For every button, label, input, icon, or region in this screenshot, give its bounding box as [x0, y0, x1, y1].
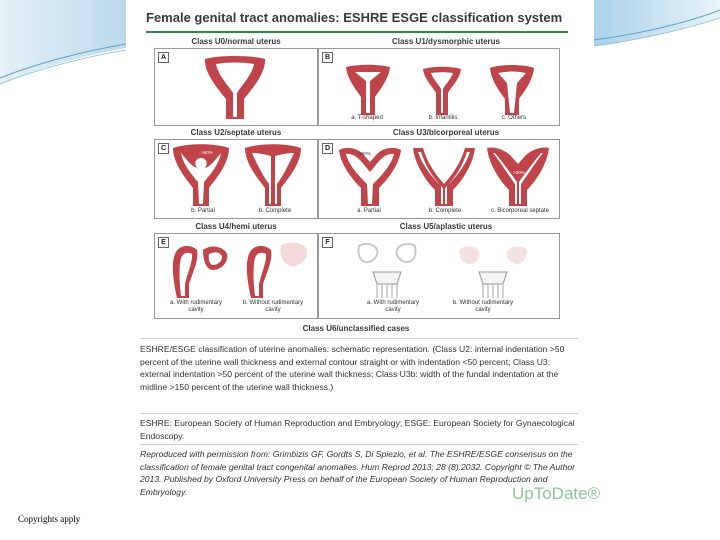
class-u2-heading: Class U2/septate uterus [190, 128, 282, 137]
u3-sub-c: c. Bicorporeal septate [490, 208, 550, 214]
u2-sub-b: b. Complete [258, 208, 292, 214]
u5-sub-b-line2: cavity [475, 307, 491, 313]
panel-d [318, 139, 560, 219]
bicorporeal-septate-uterus-illustration [485, 144, 551, 206]
u4-sub-a-line1: a. With rudimentary [169, 300, 223, 306]
u4-sub-a [161, 300, 231, 314]
reproduction-suffix: Copyright © The Author 2013. Published by Oxford University Press on behalf of the European Society of Human Reproduction and Embryology. [140, 461, 575, 497]
u5-sub-b-line1: b. Without rudimentary [452, 300, 514, 306]
other-dysmorphic-uterus-illustration [487, 63, 537, 115]
panel-e [154, 233, 318, 319]
u5-sub-a-line1: a. With rudimentary [366, 300, 420, 306]
class-u4-heading: Class U4/hemi uterus [195, 222, 277, 231]
u1-sub-b: b. Infantilis [428, 115, 458, 121]
caption-divider-1 [140, 413, 578, 414]
u4-sub-b-line2: cavity [265, 307, 281, 313]
class-u1-heading: Class U1/dysmorphic uterus [391, 37, 501, 46]
u4-sub-b-line1: b. Without rudimentary [242, 300, 304, 306]
u3-sub-a: a. Partial [357, 208, 381, 214]
panel-b [318, 48, 560, 126]
panel-a [154, 48, 318, 126]
right-sweep [594, 0, 720, 46]
panel-label-e: E [158, 237, 169, 248]
reproduction-prefix: Reproduced with permission from: Grimbizis GF, Gordts S, Di Spiezio, et al. The ESHRE/ESGE consensus on the classification of female genital tract congenital anomalies. [140, 449, 573, 472]
title-rule [146, 31, 568, 33]
figure-title: Female genital tract anomalies: ESHRE ESGE classification system [146, 10, 563, 25]
aplastic-uterus-with-cavity-illustration [349, 242, 425, 300]
abbreviations-note: ESHRE: European Society of Human Reproduction and Embryology; ESGE: European Society for Gynaecological Endoscopy. [140, 418, 575, 441]
u1-sub-c: c. Others [501, 115, 527, 121]
caption-divider-2 [140, 444, 578, 445]
u4-sub-a-line2: cavity [188, 307, 204, 313]
complete-septate-uterus-illustration [241, 142, 305, 206]
u2-sub-a: b. Partial [191, 208, 215, 214]
class-u0-heading: Class U0/normal uterus [191, 37, 281, 46]
reproduction-journal: Hum Reprod 2013; 28 (8):2032. [361, 461, 483, 472]
u2-percent-mark: >50% [201, 150, 213, 155]
hemi-uterus-with-cavity-illustration [163, 240, 231, 300]
normal-uterus-illustration [200, 53, 270, 121]
u1-sub-a: a. T-shaped [351, 115, 383, 121]
hemi-uterus-without-cavity-illustration [237, 240, 311, 300]
infantilis-uterus-illustration [417, 63, 467, 115]
complete-bicorporeal-uterus-illustration [411, 144, 477, 206]
u5-sub-a-line2: cavity [385, 307, 401, 313]
left-sweep [0, 0, 126, 86]
t-shaped-uterus-illustration [343, 63, 393, 115]
caption-top-rule [140, 338, 578, 339]
panel-label-a: A [158, 52, 169, 63]
u5-sub-b [443, 300, 523, 314]
class-u6-heading: Class U6/unclassified cases [302, 324, 410, 333]
u3-percent-mark-c: >50% [513, 170, 525, 175]
panel-label-b: B [322, 52, 333, 63]
u5-sub-a [355, 300, 431, 314]
u4-sub-b [235, 300, 311, 314]
figure-panel [126, 0, 601, 512]
u3-sub-b: b. Complete [428, 208, 462, 214]
panel-c [154, 139, 318, 219]
uptodate-logo: UpToDate® [512, 484, 601, 503]
panel-label-f: F [322, 237, 333, 248]
panel-label-c: C [158, 143, 169, 154]
class-u5-heading: Class U5/aplastic uterus [399, 222, 493, 231]
copyright-notice: Copyrights apply [18, 514, 81, 524]
panel-f [318, 233, 560, 319]
figure-caption: ESHRE/ESGE classification of uterine anomalies: schematic representation. (Class U2: internal indentation >50 percent of the uterine wall thickness and external contour straight or with indentation <50 percent; Class U3: external indentation >50 percent of the uterine wall thickness; Class U3b: width of the fundal indentation at the midline >150 percent of the uterine wall thickness.) [140, 344, 565, 392]
aplastic-uterus-without-cavity-illustration [455, 242, 531, 300]
u3-percent-mark-a: >50% [359, 151, 371, 156]
panel-label-d: D [322, 143, 333, 154]
class-u3-heading: Class U3/bicorporeal uterus [392, 128, 500, 137]
